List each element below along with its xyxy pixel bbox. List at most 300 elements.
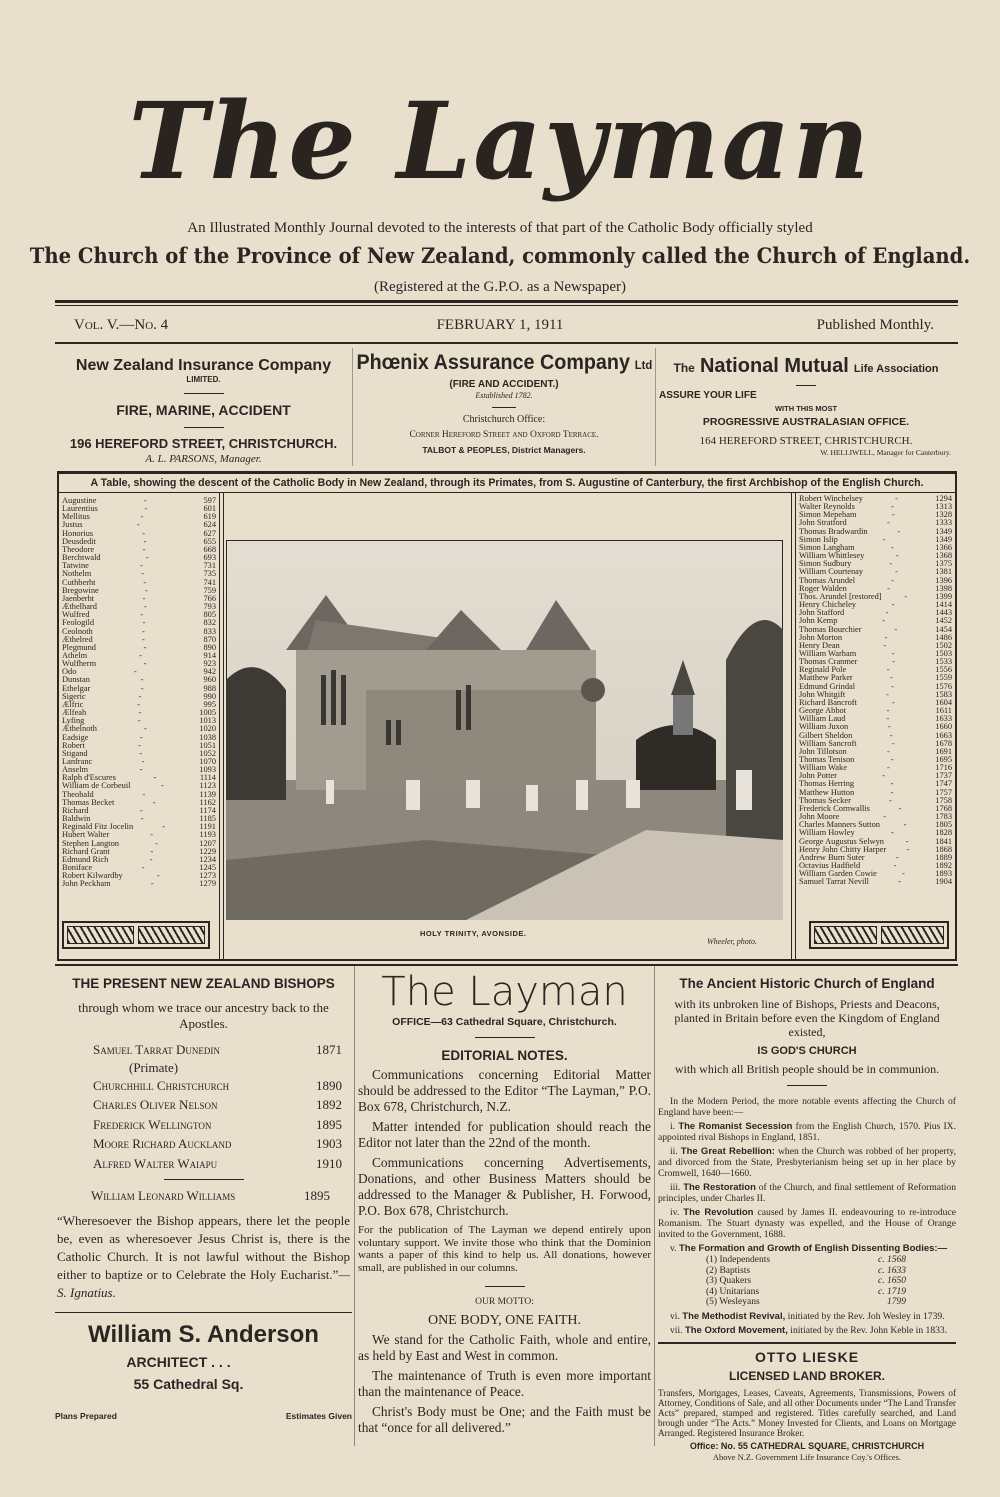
leader-dash: - [890,542,894,552]
primate-year: 1691 [935,746,952,756]
left-column [55,970,352,1422]
primate-name: Walter Reynolds [799,502,855,512]
leader-dash: - [882,616,886,626]
primate-year: 1399 [935,591,952,601]
primate-name: Richard Bancroft [799,697,857,707]
editorial-paragraph: Communications concerning Advertisements, Donations, and other Business Matters should be addressed to the Manager & Publisher, H. Forwood, P.O. Box 678, Christchurch. [358,1155,651,1218]
leader-dash: - [144,585,148,595]
dissent-year: c. 1633 [878,1265,906,1276]
layman-title: The Layman [381,969,628,1015]
primate-year: 1737 [935,771,952,781]
bishop-name: Churchhill Christchurch [93,1077,230,1093]
leader-dash: - [889,730,893,740]
leader-dash: - [902,869,905,879]
event-number: ii. [670,1146,678,1157]
closing-paragraph: Christ's Body must be One; and the Faith must be that “once for all delivered.” [358,1404,651,1435]
dissent-year: c. 1568 [878,1255,906,1265]
primate-year: 1193 [199,830,216,840]
primate-name: Edmund Grindal [799,681,856,691]
leader-dash: - [138,691,142,701]
leader-dash: - [156,871,160,881]
primate-name: Ethelgar [62,683,91,693]
leader-dash: - [890,787,894,797]
primate-year: 1633 [935,714,952,724]
primate-name: Æthelhard [62,602,97,612]
primate-name: Odo [62,667,77,677]
primate-year: 833 [203,626,216,636]
primate-year: 1556 [935,665,952,675]
leader-dash: - [885,608,889,618]
primate-name: Bregowine [62,585,99,595]
dissent-year: c. 1719 [878,1286,906,1297]
primate-name: Feologild [62,618,95,628]
primate-row [799,878,952,886]
leader-dash: - [133,667,137,677]
primate-name: Richard Grant [62,846,110,856]
dissent-year: 1799 [887,1297,906,1307]
leader-dash: - [136,520,140,530]
leader-dash: - [891,575,894,585]
primate-name: Matthew Parker [799,673,853,683]
leader-dash: - [895,494,898,503]
ad-address: 55 Cathedral Sq. [133,1375,244,1392]
primate-year: 1279 [199,879,216,889]
leader-dash: - [891,681,894,691]
issue-frequency: Published Monthly. [816,317,934,333]
ad-suffix: Ltd [634,358,652,372]
primate-name: Plegmund [62,642,96,652]
leader-dash: - [141,863,145,873]
motto: ONE BODY, ONE FAITH. [427,1313,582,1328]
primate-year: 1443 [935,608,952,618]
leader-dash: - [892,697,895,707]
primate-year: 1349 [935,534,952,544]
primate-year: 1695 [935,755,952,764]
leader-dash: - [889,795,892,805]
leader-dash: - [883,640,887,650]
ad-manager: TALBOT & PEOPLES, District Managers. [422,445,586,455]
primate-year: 1454 [935,624,952,634]
primate-year: 1533 [935,657,952,667]
quote-author: —S. Ignatius. [57,1266,350,1300]
primate-name: John Kemp [799,616,838,626]
leader-dash: - [141,757,145,766]
leader-dash: - [894,624,898,634]
masthead-registered: (Registered at the G.P.O. as a Newspaper) [373,279,626,295]
motto-label: OUR MOTTO: [475,1297,534,1307]
bishop-row [93,1115,342,1135]
primate-year: 731 [203,561,216,571]
primate-name: Athelm [62,650,88,660]
bishop-row [93,1095,342,1115]
primate-name: Thomas Bradwardin [799,526,868,536]
primates-list-right [799,495,952,887]
primate-year: 1783 [935,812,952,822]
leader-dash: - [140,675,144,685]
primate-name: Ralph d'Escures [62,773,116,783]
primate-name: Baldwin [62,814,91,824]
primate-year: 1576 [935,681,952,691]
ad-line: WITH THIS MOST [774,404,838,413]
leader-dash: - [883,812,887,822]
bishop-row [93,1134,342,1154]
primate-name: Mellitus [62,512,90,522]
primate-name: William Courtenay [799,567,864,577]
leader-dash: - [142,528,145,538]
primate-year: 995 [203,699,216,709]
event-item [658,1146,956,1179]
leader-dash: - [143,496,147,505]
leader-dash: - [139,805,143,815]
ad-name: OTTO LIESKE [754,1348,860,1365]
primate-year: 1020 [199,724,216,734]
primate-name: Richard [62,805,89,815]
primate-year: 741 [203,577,216,587]
primate-year: 1313 [935,502,952,512]
leader-dash: - [886,746,890,756]
bishop-year: 1890 [316,1077,342,1093]
primate-year: 1245 [199,863,216,873]
leader-dash: - [886,714,890,724]
primate-year: 1328 [935,510,952,520]
primate-year: 1678 [935,738,952,748]
primate-name: Charles Manners Sutton [799,820,880,830]
primate-year: 1207 [199,838,216,848]
primate-year: 1381 [935,567,952,577]
leader-dash: - [139,748,143,758]
leader-dash: - [889,559,893,569]
primate-year: 1559 [935,673,952,683]
event-number: iv. [670,1207,680,1218]
primate-name: Matthew Hutton [799,787,855,797]
primate-year: 870 [203,634,216,644]
event-item [658,1182,956,1204]
leader-dash: - [886,665,890,675]
bishop-name: Samuel Tarrat Dunedin [93,1042,220,1057]
leader-dash: - [139,650,142,660]
leader-dash: - [886,689,889,699]
primate-name: William Howley [799,828,855,838]
primate-name: Nothelm [62,569,92,579]
primate-name: Ælfeah [62,708,87,718]
editorial-paragraph: Communications concerning Editorial Matter should be addressed to the Editor “The Layman,” P.O. Box 678, Christchurch, N.Z. [358,1067,651,1114]
church-photo [226,540,783,920]
primate-year: 624 [203,520,216,530]
event-title: The Formation and Growth of English Dissenting Bodies:— [678,1243,948,1254]
event-item [658,1325,956,1336]
primate-name: William Garden Cowie [799,869,877,879]
primate-year: 627 [203,528,216,538]
primate-year: 1234 [199,854,216,864]
bishops-intro: through whom we trace our ancestry back to the Apostles. [78,1000,329,1031]
leader-dash: - [144,602,147,612]
primate-year: 805 [203,610,216,620]
primate-year: 1396 [935,575,952,585]
primate-year: 1452 [935,616,952,626]
leader-dash: - [138,708,142,718]
primate-name: William Warham [799,648,857,658]
event-number: vii. [670,1324,683,1336]
leader-dash: - [905,836,909,846]
leader-dash: - [886,583,890,593]
primate-name: Theodore [62,544,95,554]
leader-dash: - [882,534,886,544]
event-title: The Oxford Movement, [684,1324,788,1336]
primate-name: Theobald [62,789,94,799]
dissent-row [706,1266,906,1277]
divider [55,342,958,344]
ad-title: ARCHITECT . . . [126,1353,231,1370]
photo-credit: Wheeler, photo. [707,937,757,946]
primate-year: 668 [203,544,216,554]
primate-year: 1503 [935,648,952,658]
ad-sub: (FIRE AND ACCIDENT.) [449,379,559,390]
leader-dash: - [142,618,146,628]
leader-dash: - [137,716,141,726]
issue-date: FEBRUARY 1, 1911 [436,317,564,333]
bishop-year: 1895 [316,1116,342,1132]
leader-dash: - [890,779,894,789]
primate-year: 1123 [199,781,216,791]
primate-name: Dunstan [62,675,90,685]
primate-name: Ceolnoth [62,626,93,636]
primate-name: Reginald Fitz Jocelin [62,822,134,832]
primate-name: Henry John Chitty Harper [799,844,887,854]
leader-dash: - [140,512,144,522]
primate-year: 1368 [935,551,952,561]
ornament [809,921,949,949]
dissent-body: (2) Baptists [706,1265,751,1276]
primate-year: 1414 [935,600,952,610]
primate-year: 655 [203,536,216,546]
primate-name: Berchtwald [62,553,101,563]
primate-year: 793 [203,602,216,612]
bishop-name: Moore Richard Auckland [93,1136,232,1151]
ignatius-quote: “Wheresoever the Bishop appears, there let the people be, even as wheresoever Jesus Christ is, there is the Catholic Church. It is not lawful without the Bishop either to baptize or to Celebrate the Holy Eucharist.” [57,1212,350,1282]
primate-year: 1273 [199,871,216,881]
editorial-paragraph: Matter intended for publication should reach the Editor not later than the 22nd of the month. [358,1119,651,1150]
primate-name: John Stratford [799,518,847,528]
ad-left: Plans Prepared [55,1410,117,1421]
ad-manager: A. L. PARSONS, Manager. [145,453,262,465]
ad-line: FIRE, MARINE, ACCIDENT [116,402,291,418]
primate-year: 759 [203,585,216,595]
event-text: initiated by the Rev. Joh Wesley in 1739. [787,1310,945,1322]
primate-year: 1038 [199,732,216,742]
leader-dash: - [141,626,145,636]
primate-name: Edmund Rich [62,854,109,864]
primate-year: 766 [203,593,216,603]
bishops-section [55,976,352,1302]
dissent-row [706,1297,906,1308]
primate-year: 1758 [935,795,952,805]
leader-dash: - [887,722,891,732]
primate-name: John Morton [799,632,843,642]
dissent-body: (5) Wesleyans [706,1297,760,1307]
primate-year: 1768 [935,803,952,813]
primate-year: 1502 [935,640,952,650]
event-number: i. [670,1121,676,1132]
primate-name: George Abbot [799,706,847,716]
ad-office-label: Christchurch Office: [462,414,546,425]
primate-name: Æthelnoth [62,724,97,734]
ad-nz-insurance [55,348,352,466]
primate-name: Andrew Burn Suter [799,852,865,862]
primate-name: Roger Walden [799,583,847,593]
historic-emph: IS GOD'S CHURCH [757,1045,857,1057]
bishop-name: Frederick Wellington [93,1116,212,1132]
ad-title: LICENSED LAND BROKER. [728,1368,885,1383]
primate-name: Samuel Tarrat Nevill [799,877,869,887]
primate-year: 1051 [199,740,216,750]
ad-prefix: The [673,361,695,375]
primate-name: Frederick Cornwallis [799,803,870,813]
leader-dash: - [141,634,145,644]
event-item [658,1207,956,1240]
primate-name: Eadsige [62,732,89,742]
primate-row [62,880,216,888]
leader-dash: - [138,740,141,750]
primate-name: Thomas Bourchier [799,624,862,634]
leader-dash: - [891,648,895,658]
bishop-year: 1871 [316,1042,342,1057]
leader-dash: - [140,610,144,620]
primate-name: John Potter [799,771,837,781]
bishop-primate-note: (Primate) [129,1059,179,1075]
bishop-year: 1910 [316,1155,342,1171]
editorial-heading: EDITORIAL NOTES. [441,1048,568,1063]
primate-year: 1294 [935,494,952,503]
primate-name: Thomas Becket [62,797,115,807]
bishop-year: 1903 [316,1136,342,1151]
leader-dash: - [140,814,144,824]
primate-name: Sigeric [62,691,86,701]
event-text: initiated by the Rev. John Keble in 1833. [790,1324,948,1336]
primate-year: 1375 [935,559,952,569]
primate-name: Thomas Tenison [799,755,855,764]
primate-name: Jaenberht [62,593,95,603]
ad-suffix: Life Association [853,363,939,375]
primate-name: Justus [62,520,83,530]
primate-year: 1486 [935,632,952,642]
leader-dash: - [142,544,146,554]
bishop-row [93,1076,342,1096]
leader-dash: - [149,854,153,864]
leader-dash: - [891,738,895,748]
primate-name: William de Corbeuil [62,781,131,791]
bishop-year: 1892 [316,1097,342,1112]
primate-name: Honorius [62,528,94,538]
leader-dash: - [162,822,165,832]
leader-dash: - [160,781,164,791]
leader-dash: - [903,820,907,830]
primate-year: 1333 [935,518,952,528]
primate-name: Deusdedit [62,536,96,546]
primate-year: 1904 [935,877,952,887]
primate-year: 1747 [935,779,952,789]
leader-dash: - [150,846,154,856]
primate-year: 1583 [935,689,952,699]
bishop-name: Charles Oliver Nelson [93,1097,218,1112]
primate-name: Robert Winchelsey [799,494,863,503]
ad-address: 164 HEREFORD STREET, CHRISTCHURCH. [699,435,913,447]
leader-dash: - [898,803,902,813]
primates-list-left [62,497,216,889]
ad-name: William S. Anderson [88,1320,319,1348]
primate-name: John Whitgift [799,689,846,699]
primate-name: Henry Dean [799,640,840,650]
primate-name: William Whittlesey [799,551,865,561]
event-text: caused by James II. endeavouring to re-introduce Romanism. The Stuart dynasty was expelled, and the House of Orange invited to the Government, 1688. [658,1207,956,1240]
primate-year: 1139 [199,789,216,799]
primate-year: 1805 [935,820,952,830]
bishop-year: 1895 [304,1188,330,1203]
primate-name: Robert Kilwardby [62,871,123,881]
primate-year: 1398 [935,583,952,593]
event-number: iii. [670,1182,681,1193]
event-title: The Romanist Secession [678,1121,793,1132]
divider [55,305,958,306]
bishops-heading: THE PRESENT NEW ZEALAND BISHOPS [72,976,335,991]
leader-dash: - [895,567,898,577]
primate-year: 1868 [935,844,952,854]
primate-name: Boniface [62,863,93,873]
primate-name: Gilbert Sheldon [799,730,853,740]
primate-year: 601 [203,504,216,514]
primate-name: Thos. Arundel [restored] [799,591,882,601]
primate-name: John Stafford [799,608,845,618]
primate-year: 1229 [199,846,216,856]
dissent-row [706,1276,906,1287]
leader-dash: - [143,536,147,546]
bishop-row [93,1154,342,1174]
primate-year: 1892 [935,861,952,871]
primate-name: Octavius Hadfield [799,861,861,871]
event-title: The Great Rebellion: [680,1146,775,1157]
ad-right: Estimates Given [285,1410,352,1421]
event-item [658,1121,956,1143]
event-item [658,1243,956,1254]
ad-name: Phœnix Assurance Company [356,351,630,374]
primate-year: 1191 [199,822,216,832]
editorial-section [358,968,651,1436]
leader-dash: - [139,732,143,742]
ad-address: Corner Hereford Street and Oxford Terrace. [409,430,599,440]
primate-year: 1013 [199,716,216,726]
leader-dash: - [141,569,145,579]
primate-name: Æthelred [62,634,93,644]
leader-dash: - [150,830,154,840]
primate-year: 942 [203,667,216,677]
primate-name: Wulfred [62,610,90,620]
primate-year: 1893 [935,869,952,879]
primate-year: 990 [203,691,216,701]
primate-year: 1114 [199,773,216,783]
ad-address: 196 HEREFORD STREET, CHRISTCHURCH. [69,436,338,451]
leader-dash: - [150,879,154,889]
modern-intro: In the Modern Period, the more notable events affecting the Church of England have been:— [658,1096,956,1118]
primate-year: 1052 [199,748,216,758]
primate-year: 1005 [199,708,216,718]
primate-name: Anselm [62,765,89,775]
lieske-ad [658,1349,956,1463]
ad-line: ASSURE YOUR LIFE [659,390,757,401]
ad-national-mutual [657,348,955,466]
leader-dash: - [142,593,146,603]
leader-dash: - [887,763,890,773]
leader-dash: - [144,504,148,514]
historic-intro: with its unbroken line of Bishops, Priests and Deacons, planted in Britain before even the Kingdom of England existed, [674,997,940,1039]
